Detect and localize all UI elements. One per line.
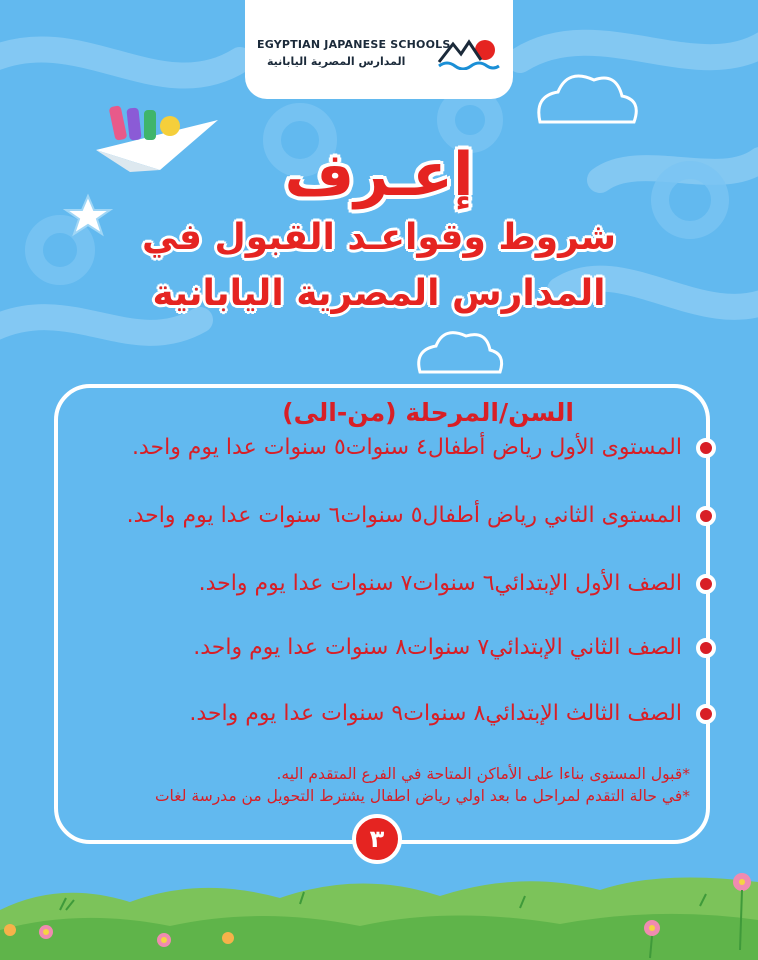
note-text: *في حالة التقدم لمراحل ما بعد اولي رياض اطفال يشترط التحويل من مدرسة لغات (154, 787, 690, 805)
note-text: *قبول المستوى بناءا على الأماكن المتاحة في الفرع المتقدم اليه. (276, 765, 690, 783)
card-heading: السن/المرحلة (من-الى) (282, 398, 574, 427)
list-item (70, 500, 682, 532)
list-item-text: الصف الثاني الإبتدائي٧ سنوات٨ سنوات عدا يوم واحد. (193, 635, 682, 660)
page-title: إعـرف (284, 140, 474, 210)
cloud-icon-2 (419, 333, 502, 372)
page-number-badge: ٣ (352, 814, 402, 864)
bullet-icon (696, 574, 716, 594)
list-item-text: المستوى الأول رياض أطفال٤ سنوات٥ سنوات عدا يوم واحد. (131, 435, 682, 460)
list-item (70, 698, 682, 730)
title-line-2: المدارس المصرية اليابانية (152, 273, 606, 314)
list-item (70, 568, 682, 600)
list-item-text: الصف الأول الإبتدائي٦ سنوات٧ سنوات عدا يوم واحد. (198, 571, 682, 596)
cloud-icon (539, 76, 636, 122)
bullet-icon (696, 438, 716, 458)
list-item-text: المستوى الثاني رياض أطفال٥ سنوات٦ سنوات عدا يوم واحد. (126, 503, 682, 528)
title-line-1: شروط وقواعـد القبول في (142, 217, 616, 258)
logo-arabic-name: المدارس المصرية اليابانية (267, 55, 406, 68)
list-item (70, 632, 682, 664)
list-item-text: الصف الثالث الإبتدائي٨ سنوات٩ سنوات عدا يوم واحد. (189, 701, 682, 726)
title-block (120, 140, 638, 322)
school-logo-icon (437, 36, 501, 70)
bullet-icon (696, 704, 716, 724)
grass-footer (0, 860, 758, 960)
bullet-icon (696, 638, 716, 658)
logo-card (245, 0, 513, 99)
bullet-icon (696, 506, 716, 526)
list-item (70, 432, 682, 464)
logo-english-name: EGYPTIAN JAPANESE SCHOOLS (257, 38, 451, 51)
